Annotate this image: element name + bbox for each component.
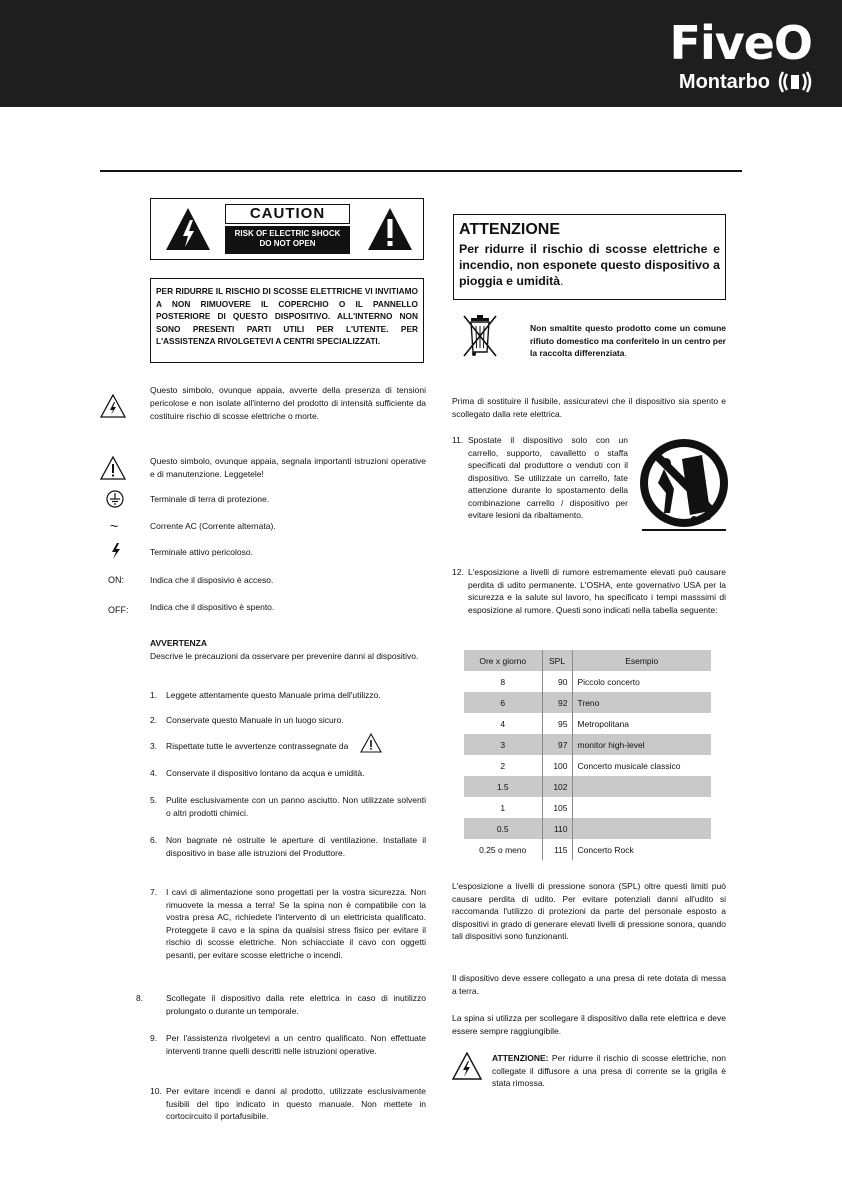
table-row: 0.25 o meno 115 Concerto Rock bbox=[464, 839, 711, 860]
symbol-live-row: Terminale attivo pericoloso. bbox=[100, 546, 430, 563]
speaker-logo-icon bbox=[778, 70, 812, 94]
table-row: 2 100 Concerto musicale classico bbox=[464, 755, 711, 776]
table-row: 1 105 bbox=[464, 797, 711, 818]
attenzione-box: ATTENZIONE Per ridurre il rischio di scosse elettriche e incendio, non esponete questo dispositivo a pioggia e umidità. bbox=[453, 214, 726, 300]
symbol-exclamation-row: Questo simbolo, ovunque appaia, segnala importanti istruzioni operative e di manutenzione. Leggetele! bbox=[100, 455, 430, 484]
weee-bin-icon bbox=[460, 312, 500, 362]
section-divider bbox=[100, 170, 742, 172]
ac-current-icon: ~ bbox=[110, 518, 119, 534]
avvertenza-title: AVVERTENZA bbox=[150, 638, 207, 648]
plug-paragraph: La spina si utilizza per scollegare il dispositivo dalla rete elettrica e deve essere sempre raggiungibile. bbox=[452, 1013, 726, 1036]
brand-logo bbox=[669, 16, 812, 94]
off-label: OFF: bbox=[108, 605, 129, 615]
exclamation-symbol-icon bbox=[100, 456, 126, 480]
symbol-on-row: ON: Indica che il disposivio è acceso. bbox=[100, 574, 430, 587]
attenzione-text: Per ridurre il rischio di scosse elettriche e incendio, non esponete questo dispositivo a pioggia e umidità bbox=[459, 242, 720, 288]
list-item: 5. Pulite esclusivamente con un panno asciutto. Non utilizzate solventi o altri prodotti chimici. bbox=[150, 795, 426, 818]
symbol-earth-row: Terminale di terra di protezione. bbox=[100, 493, 430, 512]
exclamation-inline-icon bbox=[360, 733, 382, 753]
table-row: 8 90 Piccolo concerto bbox=[464, 671, 711, 692]
header-bar bbox=[0, 0, 842, 107]
brand-sub: Montarbo bbox=[678, 70, 770, 93]
shock-warning-icon bbox=[165, 207, 211, 251]
earth-ground-icon bbox=[106, 490, 124, 508]
on-label: ON: bbox=[108, 575, 125, 585]
earth-paragraph: Il dispositivo deve essere collegato a una presa di rete dotata di messa a terra. bbox=[452, 973, 726, 996]
list-item: 6. Non bagnate nè ostruite le aperture di ventilazione. Installate il dispositivo in base alle istruzioni del Produttore. bbox=[150, 835, 426, 858]
table-row: 1.5 102 bbox=[464, 776, 711, 797]
table-header-row: Ore x giorno SPL Esempio bbox=[464, 650, 711, 671]
list-item: 8. Scollegate il dispositivo dalla rete elettrica in caso di inutilizzo prolungato o durante un temporale. bbox=[136, 993, 426, 1016]
fuse-note: Prima di sostituire il fusibile, assicuratevi che il dispositivo sia spento e scollegato dalla rete elettrica. bbox=[452, 396, 726, 419]
attenzione-title: ATTENZIONE bbox=[459, 221, 561, 238]
table-row: 3 97 monitor high-level bbox=[464, 734, 711, 755]
list-item: 4. Conservate il dispositivo lontano da acqua e umidità. bbox=[150, 768, 365, 778]
brand-name: FiveO bbox=[669, 16, 812, 70]
list-item: 3. Rispettate tutte le avvertenze contrassegnate da bbox=[150, 740, 426, 753]
spl-exposure-table bbox=[464, 650, 711, 860]
exclamation-warning-icon bbox=[367, 207, 413, 251]
service-warning-box: PER RIDURRE IL RISCHIO DI SCOSSE ELETTRICHE VI INVITIAMO A NON RIMUOVERE IL COPERCHIO O IL PANNELLO POSTERIORE DI QUESTO DISPOSITIVO. ALL'INTERNO NON SONO PRESENTI PARTI UTILI PER L'UTENTE. PER L'ASSISTENZA RIVOLGETEVI A CENTRI SPECIALIZZATI. bbox=[150, 278, 424, 363]
list-item: 11. Spostate il dispositivo solo con un carrello, supporto, cavalletto o staffa specificati dal produttore o venduti con il dispositivo. Se utilizzate un carrello, fate attenzione durante lo spostamento della combinazione carrello / dispositivo per evitare lesioni da ribaltamento. bbox=[452, 435, 628, 520]
weee-notice: Non smaltite questo prodotto come un comune rifiuto domestico ma conferitelo in un centro per la raccolta differenziata. bbox=[530, 323, 726, 358]
list-item: 10. Per evitare incendi e danni al prodotto, utilizzate esclusivamente fusibili del tipo indicato in questo manuale. Non mettete in cortocircuito il portafusibile. bbox=[150, 1086, 426, 1121]
shock-final-icon bbox=[452, 1052, 482, 1080]
list-item: 9. Per l'assistenza rivolgetevi a un centro qualificato. Non effettuate interventi tranne quelli descritti nelle istruzioni operative. bbox=[150, 1033, 426, 1056]
list-item: 12. L'esposizione a livelli di rumore estremamente elevati può causare perdita di udito permanente. L'OSHA, ente governativo USA per la sicurezza e la salute sul lavoro, ha specificato i tempi masssimi di esposizione al rumore. Questi sono indicati nella tabella seguente: bbox=[452, 567, 726, 615]
caution-subtitle: RISK OF ELECTRIC SHOCK DO NOT OPEN bbox=[225, 226, 350, 254]
avvertenza-intro: Descrive le precauzioni da osservare per prevenire danni al dispositivo. bbox=[150, 651, 419, 661]
spl-paragraph: L'esposizione a livelli di pressione sonora (SPL) oltre questi limiti può causare perdita di udito. Per evitare potenziali danni all'udito si raccomanda l'utilizzo di protezioni da parte del personale esposto a dispositivi in grado di generare elevati livelli di pressione sonora, quando tali dispositivi sono funzionanti. bbox=[452, 881, 726, 941]
table-row: 6 92 Treno bbox=[464, 692, 711, 713]
table-row: 0.5 110 bbox=[464, 818, 711, 839]
symbol-ac-row: ~ Corrente AC (Corrente alternata). bbox=[100, 520, 430, 533]
live-terminal-icon bbox=[110, 543, 122, 559]
caution-title: CAUTION bbox=[225, 204, 350, 224]
symbol-shock-row: Questo simbolo, ovunque appaia, avverte della presenza di tensioni pericolose e non isolate all'interno del prodotto di intensità sufficiente da costituire rischio di scosse elettriche o morte. bbox=[100, 384, 430, 423]
list-item: 1. Leggete attentamente questo Manuale prima dell'utilizzo. bbox=[150, 690, 381, 700]
list-item: 2. Conservate questo Manuale in un luogo sicuro. bbox=[150, 715, 344, 725]
caution-label bbox=[150, 198, 424, 260]
cart-warning-icon bbox=[636, 433, 732, 537]
table-row: 4 95 Metropolitana bbox=[464, 713, 711, 734]
list-item: 7. I cavi di alimentazione sono progettati per la vostra sicurezza. Non rimuovete la messa a terra! Se la spina non è compatibile con la vostra presa AC, richiedete l'intervento di un elettricista qualificato. Proteggete il cavo e la spina da qualsisi stress fisico per evitare il rischio di scosse elettriche. Non schiacciate il cavo con oggetti pesanti, per evitare scosse elettriche o incendi. bbox=[150, 887, 426, 960]
final-warning: ATTENZIONE: Per ridurre il rischio di scosse elettriche, non collegate il diffusore a una presa di corrente se la grigila è stata rimossa. bbox=[492, 1053, 726, 1088]
shock-symbol-icon bbox=[100, 394, 126, 418]
symbol-off-row: OFF: Indica che il dispositivo è spento. bbox=[100, 601, 430, 617]
